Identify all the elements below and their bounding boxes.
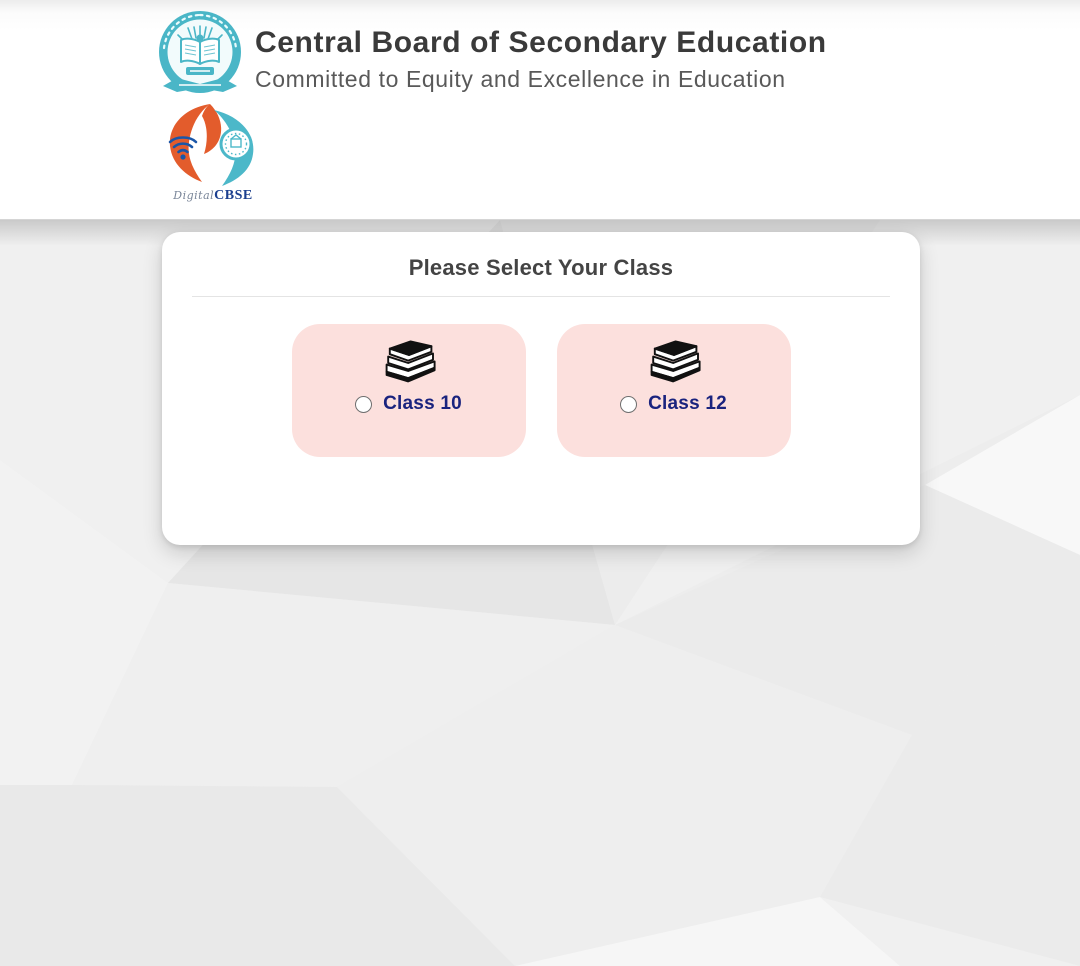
- class-12-label[interactable]: Class 12: [648, 393, 727, 414]
- digital-cbse-logo: [158, 102, 262, 188]
- digital-cbse-wordmark: [158, 186, 268, 204]
- class-10-label[interactable]: Class 10: [383, 393, 462, 414]
- digital-word-bold: CBSE: [214, 188, 253, 203]
- class-12-radio[interactable]: [620, 396, 637, 413]
- class-10-radio[interactable]: [355, 396, 372, 413]
- class-12-option[interactable]: [557, 324, 791, 457]
- class-options-row: [162, 324, 920, 457]
- digital-word-script: Digital: [173, 189, 215, 202]
- books-icon: [646, 338, 702, 388]
- card-heading: Please Select Your Class: [408, 255, 674, 280]
- class-12-select: [620, 393, 727, 415]
- main-area: [0, 220, 1080, 966]
- page-header: [0, 0, 1080, 220]
- books-icon: [381, 338, 437, 388]
- page-title: Central Board of Secondary Education: [255, 26, 827, 59]
- cbse-emblem-icon: [155, 8, 245, 108]
- page-subtitle: Committed to Equity and Excellence in Education: [255, 66, 786, 92]
- class-10-select: [355, 393, 462, 415]
- card-divider: [192, 296, 890, 297]
- class-select-card: [162, 232, 920, 545]
- class-10-option[interactable]: [292, 324, 526, 457]
